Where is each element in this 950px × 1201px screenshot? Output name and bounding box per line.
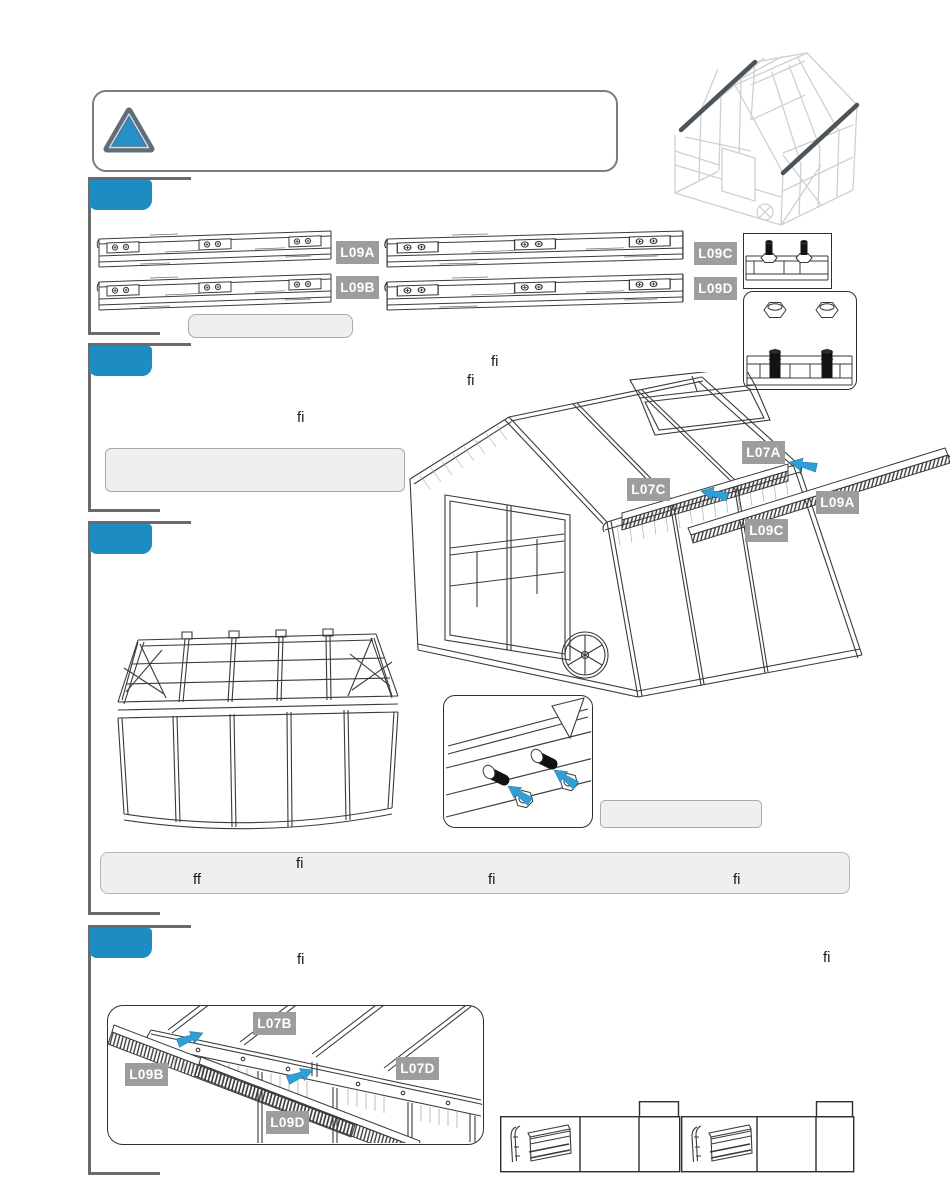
step-1-badge — [89, 180, 152, 210]
section4-bottom-tick — [88, 1172, 160, 1175]
section2-bottom-tick — [88, 509, 160, 512]
text-fragment: fi — [823, 949, 831, 966]
step-3-badge — [89, 524, 152, 554]
profile-table-2 — [681, 1101, 856, 1173]
part-label-l09c-step2: L09C — [745, 519, 788, 542]
overview-greenhouse-drawing — [655, 25, 950, 235]
step-4-badge — [89, 928, 152, 958]
section3-left-line — [88, 521, 91, 915]
part-label-l07b: L07B — [253, 1012, 296, 1035]
bar-drawing-l09d — [382, 269, 688, 313]
bar-drawing-l09b — [95, 269, 333, 313]
part-label-l07d: L07D — [396, 1057, 439, 1080]
frame-drawing-step3 — [108, 598, 404, 846]
bolt-nut-detail-box — [443, 695, 593, 828]
part-label-l09c: L09C — [694, 242, 737, 265]
bolts — [481, 747, 552, 781]
text-fragment: fi — [491, 353, 499, 370]
text-fragment: fi — [467, 372, 475, 389]
warning-box — [92, 90, 618, 172]
overview-door — [722, 148, 755, 201]
text-fragment: fi — [733, 871, 741, 888]
bolt-nut-detail-drawing — [444, 696, 591, 826]
assembly-drawing-step2 — [402, 372, 950, 704]
part-label-l07c: L07C — [627, 478, 670, 501]
profile-table-1 — [500, 1101, 681, 1173]
part-label-l09a-step2: L09A — [816, 491, 859, 514]
part-label-l07a: L07A — [742, 441, 785, 464]
bar-drawing-l09c — [382, 226, 688, 270]
part-label-l09b: L09B — [336, 276, 379, 299]
step-2-badge — [89, 346, 152, 376]
text-placeholder-step1 — [188, 314, 353, 338]
text-fragment: fi — [488, 871, 496, 888]
warning-triangle-icon — [102, 104, 156, 158]
bolt-detail-drawing — [744, 234, 830, 287]
text-fragment: ff — [193, 871, 202, 888]
part-label-l09a: L09A — [336, 241, 379, 264]
bolt-detail-box — [743, 233, 832, 289]
section4-left-line — [88, 925, 91, 1175]
nut-pair — [764, 303, 838, 318]
bar-drawing-l09a — [95, 226, 333, 270]
part-label-l09d-step4: L09D — [266, 1111, 309, 1134]
section3-bottom-tick — [88, 912, 160, 915]
text-fragment: fi — [297, 951, 305, 968]
bolt-pair — [761, 240, 812, 262]
text-placeholder-step3 — [600, 800, 762, 828]
part-label-l09b-step4: L09B — [125, 1063, 168, 1086]
text-fragment: fi — [297, 409, 305, 426]
text-placeholder-step2 — [105, 448, 405, 492]
section1-bottom-tick — [88, 332, 160, 335]
text-fragment: fi — [296, 855, 304, 872]
part-label-l09d: L09D — [694, 277, 737, 300]
